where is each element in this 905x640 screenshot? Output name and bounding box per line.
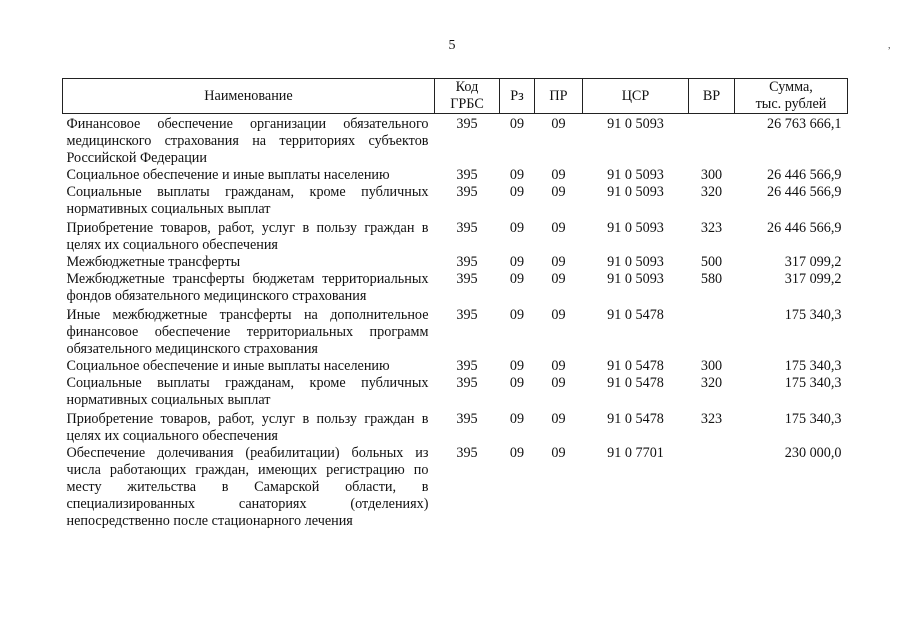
row-pr: 09 [551,411,566,427]
row-sum: 317 099,2 [784,254,842,270]
row-pr: 09 [551,220,566,236]
row-sum: 175 340,3 [784,375,842,391]
row-csr: 91 0 7701 [607,445,664,461]
row-kod: 395 [456,167,478,183]
row-rz: 09 [509,254,525,270]
table-body [63,114,848,531]
header-kod-line1: Код [455,79,479,95]
row-pr: 09 [551,184,566,200]
row-csr: 91 0 5478 [607,358,664,374]
row-name: Социальные выплаты гражданам, кроме публичных нормативных социальных выплат [66,184,429,217]
table-row [63,114,848,168]
row-name: Приобретение товаров, работ, услуг в пользу граждан в целях их социального обеспечения [66,220,429,253]
table-row [63,218,848,254]
row-kod: 395 [456,184,478,200]
row-rz: 09 [509,445,525,461]
row-rz: 09 [509,307,525,323]
table-row [63,358,848,375]
row-name: Социальное обеспечение и иные выплаты населению [66,167,390,183]
row-rz: 09 [509,220,525,236]
table-row [63,184,848,218]
budget-table [62,78,848,530]
page-number: 5 [448,38,456,53]
row-name: Социальные выплаты гражданам, кроме публичных нормативных социальных выплат [66,375,429,408]
row-vr: 300 [700,358,723,374]
row-rz: 09 [509,116,525,132]
row-pr: 09 [551,116,566,132]
row-pr: 09 [551,358,566,374]
row-rz: 09 [509,411,525,427]
row-rz: 09 [509,358,525,374]
row-csr: 91 0 5093 [607,254,664,270]
row-sum: 26 446 566,9 [767,167,842,183]
row-csr: 91 0 5478 [607,411,664,427]
table-row [63,305,848,358]
row-csr: 91 0 5478 [607,375,664,391]
row-vr: 300 [700,167,723,183]
row-pr: 09 [551,254,566,270]
corner-mark: , [888,40,891,51]
row-name: Финансовое обеспечение организации обязательного медицинского страхования на территориях субъектов Российской Федерации [66,116,429,166]
row-kod: 395 [456,358,478,374]
header-sum-line1: Сумма, [769,79,813,95]
header-kod [435,79,500,114]
header-csr: ЦСР [583,79,689,114]
row-vr: 500 [700,254,723,270]
row-sum: 26 446 566,9 [767,220,842,236]
header-sum-line2: тыс. рублей [755,96,827,112]
row-csr: 91 0 5093 [607,184,664,200]
row-pr: 09 [551,271,566,287]
row-sum: 317 099,2 [784,271,842,287]
row-sum: 230 000,0 [784,445,842,461]
table-row [63,167,848,184]
table-row [63,375,848,409]
row-pr: 09 [551,375,566,391]
row-name: Приобретение товаров, работ, услуг в пользу граждан в целях их социального обеспечения [66,411,429,444]
row-vr [689,114,735,168]
table-row [63,271,848,305]
table-row [63,445,848,530]
row-pr: 09 [551,167,566,183]
row-rz: 09 [509,375,525,391]
row-name: Межбюджетные трансферты бюджетам территориальных фондов обязательного медицинского страхования [66,271,429,304]
row-csr: 91 0 5478 [607,307,664,323]
table-row [63,409,848,445]
header-vr: ВР [689,79,735,114]
row-pr: 09 [551,445,566,461]
row-name: Обеспечение долечивания (реабилитации) больных из числа работающих граждан, имеющих регистрацию по месту жительства в Самарской области, в специализированных санаториях (отделениях) непосредственно после стационарного лечения [66,445,429,529]
table-header [63,79,848,114]
row-rz: 09 [509,184,525,200]
row-csr: 91 0 5093 [607,271,664,287]
row-sum: 175 340,3 [784,358,842,374]
row-rz: 09 [509,271,525,287]
row-sum: 175 340,3 [784,411,842,427]
row-csr: 91 0 5093 [607,220,664,236]
row-vr: 320 [700,375,723,391]
row-kod: 395 [456,375,478,391]
row-vr [689,305,735,358]
row-kod: 395 [456,254,478,270]
row-sum: 26 763 666,1 [767,116,842,132]
row-vr: 323 [700,411,723,427]
header-name: Наименование [63,79,435,114]
header-rz: Рз [500,79,535,114]
row-vr: 320 [700,184,723,200]
row-kod: 395 [456,220,478,236]
row-kod: 395 [456,445,478,461]
row-csr: 91 0 5093 [607,116,664,132]
row-kod: 395 [456,307,478,323]
row-pr: 09 [551,307,566,323]
row-rz: 09 [509,167,525,183]
row-name: Иные межбюджетные трансферты на дополнительное финансовое обеспечение территориальных программ обязательного медицинского страхования [66,307,429,357]
header-kod-line2: ГРБС [450,96,484,112]
header-sum [735,79,848,114]
table-row [63,254,848,271]
row-name: Межбюджетные трансферты [66,254,241,270]
row-sum: 26 446 566,9 [767,184,842,200]
row-kod: 395 [456,116,478,132]
header-pr: ПР [535,79,583,114]
row-vr: 580 [700,271,723,287]
row-name: Социальное обеспечение и иные выплаты населению [66,358,390,374]
row-vr: 323 [700,220,723,236]
row-kod: 395 [456,411,478,427]
row-csr: 91 0 5093 [607,167,664,183]
row-kod: 395 [456,271,478,287]
row-vr [689,445,735,530]
row-sum: 175 340,3 [784,307,842,323]
